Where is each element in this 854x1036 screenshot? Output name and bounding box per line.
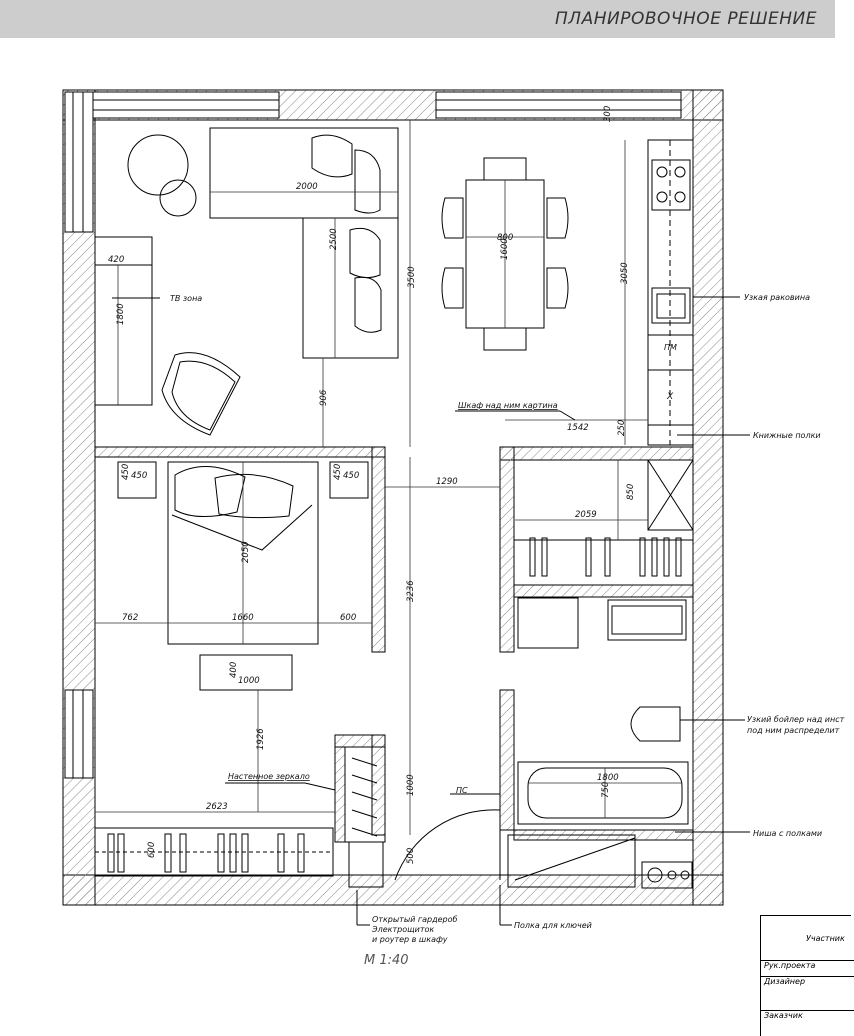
label-niche-shelves: Ниша с полками bbox=[753, 829, 823, 838]
label-boiler-1: Узкий бойлер над инст bbox=[747, 715, 845, 724]
label-ps: ПС bbox=[456, 786, 468, 795]
sofa bbox=[210, 128, 398, 358]
hangers-bottom bbox=[108, 834, 304, 872]
title-block bbox=[760, 915, 851, 1036]
label-dishwasher: ПМ bbox=[664, 343, 677, 352]
dim-300: 300 bbox=[603, 105, 613, 122]
dim-762: 762 bbox=[122, 613, 139, 623]
side-table-icon bbox=[160, 180, 196, 216]
wardrobe-bottom bbox=[95, 828, 333, 876]
dim-906: 906 bbox=[319, 389, 329, 406]
dim-1660: 1660 bbox=[232, 613, 254, 623]
page-title: ПЛАНИРОВОЧНОЕ РЕШЕНИЕ bbox=[555, 9, 817, 29]
dim-450-b: 450 bbox=[121, 463, 131, 480]
label-fridge: Х bbox=[667, 392, 674, 402]
dim-1800-tv: 1800 bbox=[116, 303, 126, 325]
bathroom bbox=[508, 598, 692, 888]
dim-3050: 3050 bbox=[620, 262, 630, 284]
dim-1926: 1926 bbox=[256, 728, 266, 750]
stamp-row-3-label: Заказчик bbox=[764, 1011, 803, 1020]
stamp-header: Участник bbox=[806, 934, 845, 943]
dim-1800-bath: 1800 bbox=[597, 773, 619, 783]
dim-2059: 2059 bbox=[575, 510, 597, 520]
label-open-wardrobe-3: и роутер в шкафу bbox=[372, 935, 448, 944]
dim-1542: 1542 bbox=[567, 423, 589, 433]
label-tv-zone: ТВ зона bbox=[170, 294, 203, 303]
dim-3236: 3236 bbox=[406, 580, 416, 602]
dim-450-d: 450 bbox=[333, 463, 343, 480]
stamp-row-1-label: Рук.проекта bbox=[764, 961, 816, 970]
stamp-row-2 bbox=[761, 976, 854, 986]
dim-3500: 3500 bbox=[407, 266, 417, 288]
dim-1600: 1600 bbox=[500, 238, 510, 260]
dim-400: 400 bbox=[229, 661, 239, 678]
dim-2000: 2000 bbox=[296, 182, 318, 192]
stamp-row-1 bbox=[761, 960, 854, 970]
dim-2623: 2623 bbox=[206, 802, 228, 812]
closet-right bbox=[514, 460, 693, 585]
label-narrow-sink: Узкая раковина bbox=[744, 293, 810, 302]
dim-420: 420 bbox=[108, 255, 125, 265]
dim-250: 250 bbox=[617, 419, 627, 436]
dim-600-b: 600 bbox=[147, 841, 157, 858]
dim-750: 750 bbox=[601, 781, 611, 798]
dim-1000-a: 1000 bbox=[238, 676, 260, 686]
label-boiler-2: под ним распределит bbox=[747, 726, 840, 735]
round-table-icon bbox=[128, 135, 188, 195]
scale-label: М 1:40 bbox=[364, 953, 409, 968]
dim-2050: 2050 bbox=[241, 541, 251, 563]
dim-450-a: 450 bbox=[131, 471, 148, 481]
label-open-wardrobe-1: Открытый гардероб bbox=[372, 915, 458, 924]
label-key-shelf: Полка для ключей bbox=[514, 921, 592, 930]
label-open-wardrobe-2: Электрощиток bbox=[372, 925, 435, 934]
dimension-lines bbox=[95, 120, 682, 835]
label-cabinet-painting: Шкаф над ним картина bbox=[458, 401, 558, 410]
stamp-row-3 bbox=[761, 1010, 854, 1020]
dim-850: 850 bbox=[626, 483, 636, 500]
dim-2500: 2500 bbox=[329, 228, 339, 250]
dim-1290: 1290 bbox=[436, 477, 458, 487]
dim-500: 500 bbox=[406, 847, 416, 864]
entrance-door bbox=[395, 810, 500, 880]
dim-600-a: 600 bbox=[340, 613, 357, 623]
dim-1000-b: 1000 bbox=[406, 774, 416, 796]
label-wall-mirror: Настенное зеркало bbox=[228, 772, 310, 781]
label-book-shelves: Книжные полки bbox=[753, 431, 821, 440]
armchair-icon bbox=[162, 353, 240, 435]
stamp-row-2-label: Дизайнер bbox=[764, 977, 806, 986]
dim-800: 800 bbox=[497, 233, 514, 243]
dim-450-c: 450 bbox=[343, 471, 360, 481]
